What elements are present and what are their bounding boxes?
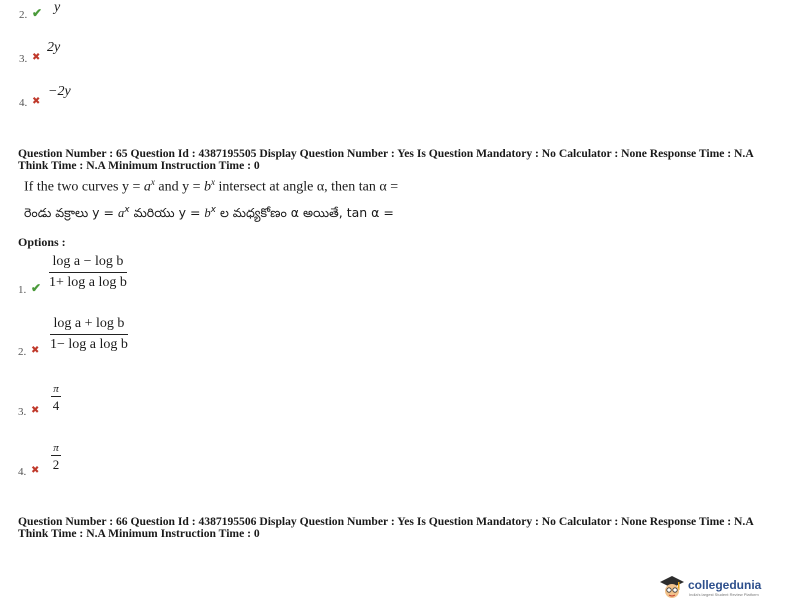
option-number: 4. bbox=[19, 97, 28, 109]
check-icon: ✔ bbox=[31, 281, 42, 295]
collegedunia-logo bbox=[658, 574, 782, 604]
math-var: a bbox=[143, 179, 151, 195]
cross-icon: ✖ bbox=[32, 96, 41, 107]
question-header: Question Number : 66 Question Id : 4387195506 Display Question Number : Yes Is Question Mandatory : No Calculator : None Response Time : N.A Think Time : N.A Minimum Instruction Time : 0 bbox=[18, 515, 754, 540]
question-text-part: and y = bbox=[154, 179, 204, 195]
option-fraction bbox=[50, 316, 128, 353]
cross-icon: ✖ bbox=[31, 345, 40, 356]
fraction-bar bbox=[50, 334, 128, 335]
math-exponent: x bbox=[210, 205, 216, 215]
option-number: 3. bbox=[19, 53, 28, 65]
question-text-part: If the two curves y = bbox=[24, 179, 144, 195]
question-text-part: ల మధ్యకోణం α అయితే, tan α = bbox=[215, 205, 394, 221]
question-text-part: మరియు y = bbox=[129, 205, 205, 221]
fraction-bar bbox=[49, 272, 127, 273]
option-number: 2. bbox=[19, 9, 28, 21]
question-text-part: రెండు వక్రాలు y = bbox=[24, 205, 119, 221]
graduate-mascot-icon bbox=[658, 574, 686, 600]
cross-icon: ✖ bbox=[31, 405, 40, 416]
options-label: Options : bbox=[18, 235, 66, 249]
fraction-numerator: log a + log b bbox=[53, 316, 125, 331]
fraction-numerator: log a − log b bbox=[52, 254, 124, 269]
option-fraction bbox=[49, 254, 127, 291]
math-var: b bbox=[204, 206, 211, 221]
fraction-denominator: 2 bbox=[52, 457, 60, 472]
math-var: a bbox=[118, 206, 125, 221]
fraction-denominator: 1+ log a log b bbox=[49, 275, 127, 290]
option-expression: −2y bbox=[48, 84, 71, 99]
math-exponent: x bbox=[124, 205, 130, 215]
fraction-denominator: 1− log a log b bbox=[50, 337, 128, 352]
check-icon: ✔ bbox=[32, 6, 43, 20]
cross-icon: ✖ bbox=[32, 52, 41, 63]
option-number: 3. bbox=[18, 406, 27, 418]
option-number: 2. bbox=[18, 346, 27, 358]
option-number: 1. bbox=[18, 284, 27, 296]
option-number: 4. bbox=[18, 466, 27, 478]
fraction-bar bbox=[51, 455, 61, 456]
question-header: Question Number : 65 Question Id : 4387195505 Display Question Number : Yes Is Question Mandatory : No Calculator : None Response Time : N.A Think Time : N.A Minimum Instruction Time : 0 bbox=[18, 147, 754, 172]
brand-name: collegedunia bbox=[688, 578, 762, 592]
fraction-bar bbox=[51, 396, 61, 397]
question-text-english bbox=[24, 177, 398, 196]
fraction-denominator: 4 bbox=[52, 398, 60, 413]
brand-tagline: India's largest Student Review Platform bbox=[689, 592, 759, 597]
option-fraction bbox=[50, 442, 62, 473]
math-var: b bbox=[203, 179, 211, 195]
question-text-telugu bbox=[24, 205, 394, 224]
math-exponent: x bbox=[210, 177, 215, 187]
option-expression: y bbox=[54, 0, 61, 15]
option-expression: 2y bbox=[47, 40, 61, 55]
fraction-numerator: π bbox=[53, 383, 59, 395]
math-exponent: x bbox=[150, 177, 155, 187]
fraction-numerator: π bbox=[53, 442, 59, 454]
cross-icon: ✖ bbox=[31, 465, 40, 476]
question-text-part: intersect at angle α, then tan α = bbox=[214, 179, 399, 195]
option-fraction bbox=[50, 383, 62, 414]
